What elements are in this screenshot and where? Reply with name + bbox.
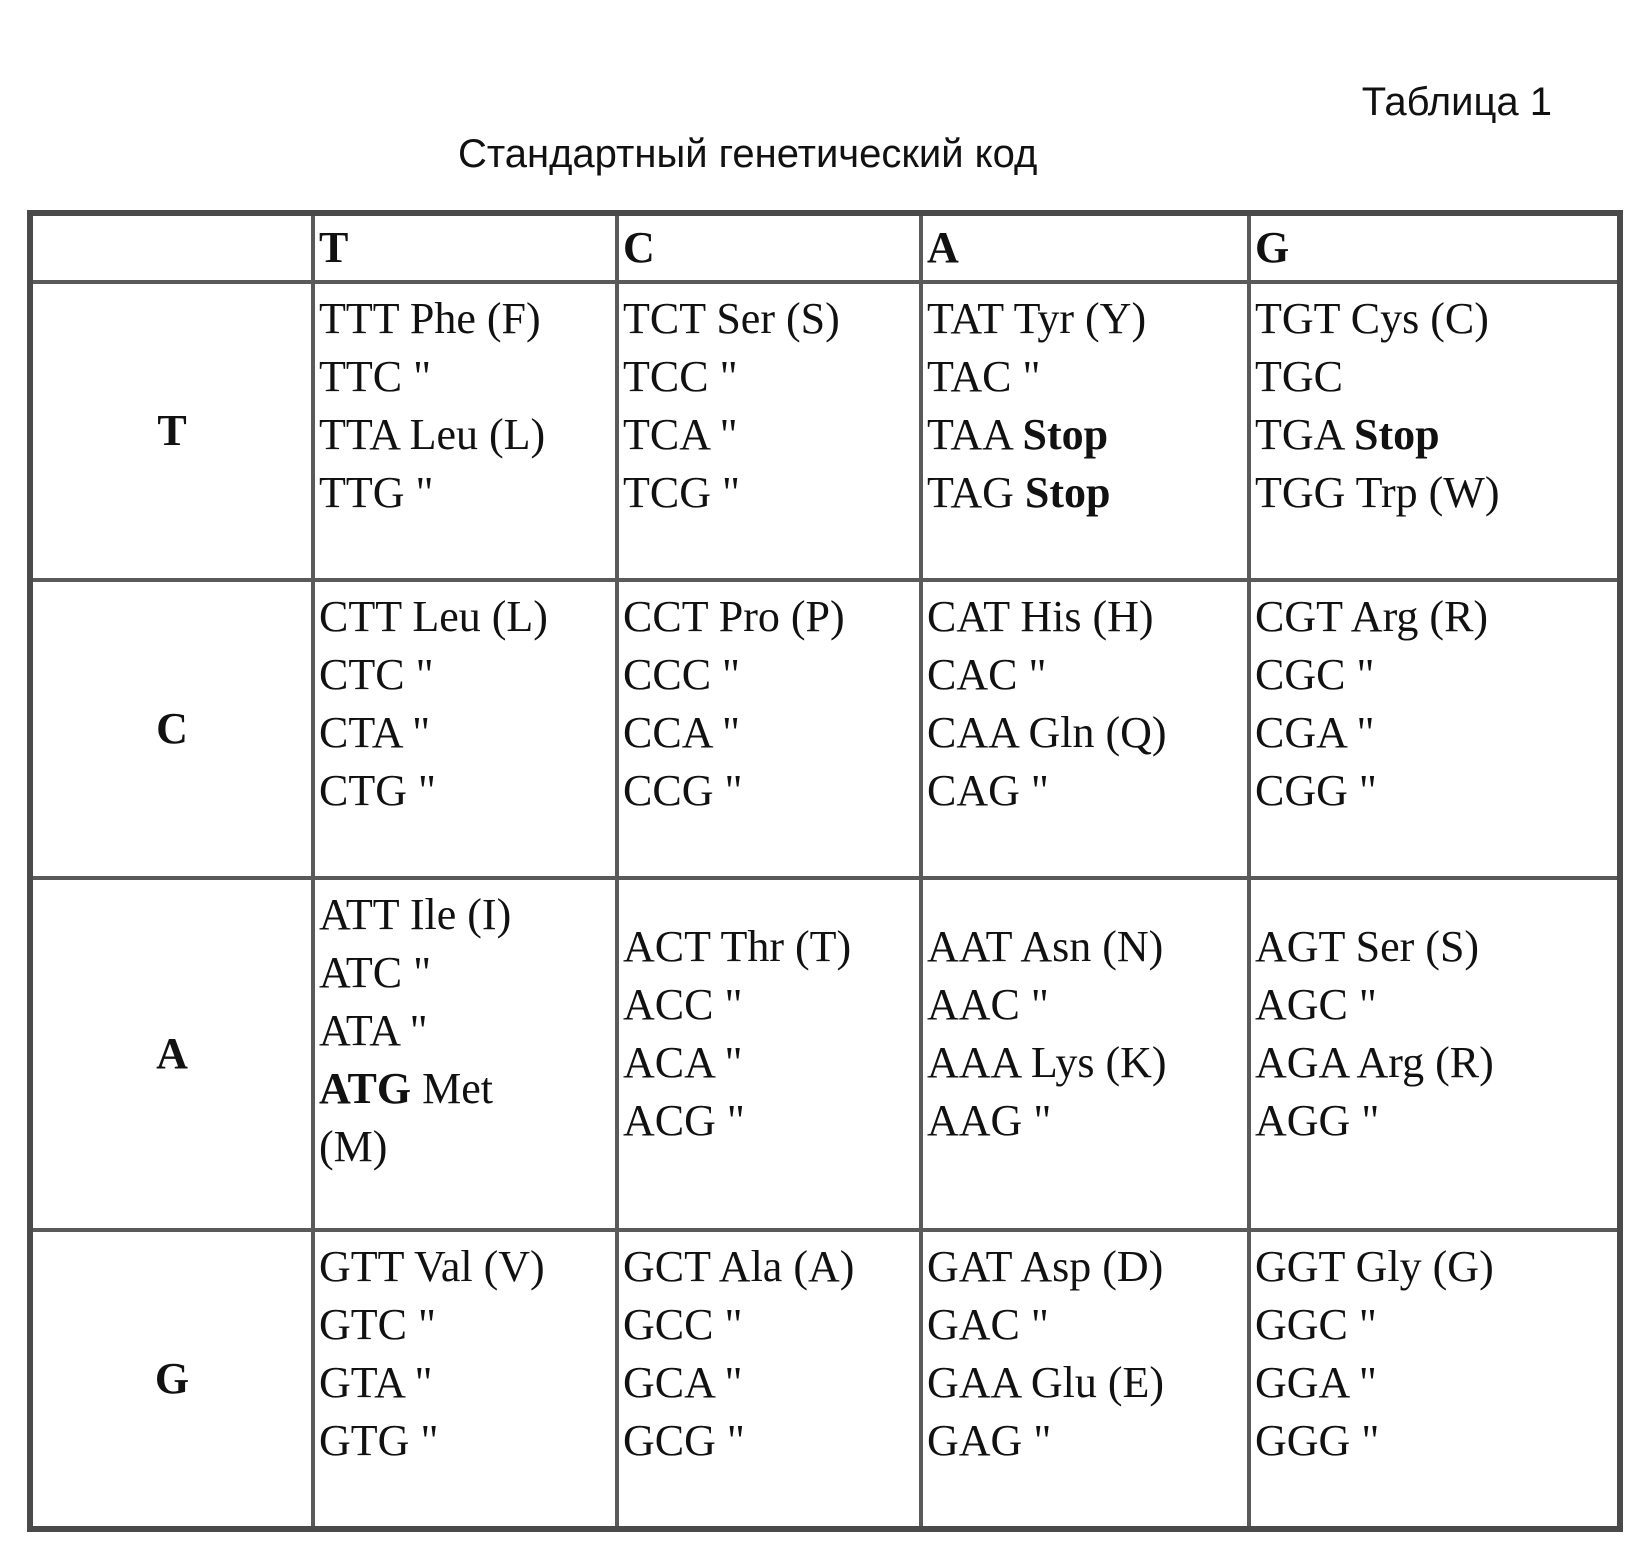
codon-TAG: TAG Stop [927, 468, 1111, 517]
cell-C-C [619, 582, 923, 880]
col-header-G: G [1251, 216, 1617, 284]
codon-CGC: CGC " [1255, 650, 1375, 699]
cell-G-C [619, 1232, 923, 1526]
codon-CGT: CGT Arg (R) [1255, 592, 1489, 641]
codon-AGT: AGT Ser (S) [1255, 922, 1480, 971]
codon-TAA: TAA Stop [927, 410, 1109, 459]
codon-ATC: ATC " [319, 948, 432, 997]
cell-A-C [619, 880, 923, 1232]
cell-C-A [923, 582, 1251, 880]
codon-GTT: GTT Val (V) [319, 1242, 545, 1291]
codon-GCA: GCA " [623, 1358, 743, 1407]
codon-CAT: CAT His (H) [927, 592, 1154, 641]
codon-GCT: GCT Ala (A) [623, 1242, 855, 1291]
codon-TAT: TAT Tyr (Y) [927, 294, 1147, 343]
codon-CGG: CGG " [1255, 766, 1377, 815]
codon-TAC: TAC " [927, 352, 1041, 401]
codon-CTG: CTG " [319, 766, 436, 815]
cell-T-G [1251, 284, 1617, 582]
codon-ACA: ACA " [623, 1038, 743, 1087]
cell-G-T [315, 1232, 619, 1526]
codon-GGG: GGG " [1255, 1416, 1380, 1465]
row-header-A: A [33, 880, 315, 1232]
codon-ATA: ATA " [319, 1006, 428, 1055]
stop-label: Stop [1024, 468, 1111, 517]
codon-CTC: CTC " [319, 650, 434, 699]
cell-T-A [923, 284, 1251, 582]
row-header-G: G [33, 1232, 315, 1526]
start-codon: ATG [319, 1064, 412, 1113]
codon-CAA: CAA Gln (Q) [927, 708, 1167, 757]
codon-CGA: CGA " [1255, 708, 1375, 757]
col-header-A: A [923, 216, 1251, 284]
codon-GGC: GGC " [1255, 1300, 1377, 1349]
row-header-T: T [33, 284, 315, 582]
cell-A-G [1251, 880, 1617, 1232]
codon-TCC: TCC " [623, 352, 738, 401]
codon-GTC: GTC " [319, 1300, 436, 1349]
col-header-T: T [315, 216, 619, 284]
stop-label: Stop [1354, 410, 1440, 459]
codon-ATG: ATG Met [319, 1064, 493, 1113]
codon-AAT: AAT Asn (N) [927, 922, 1164, 971]
cell-G-G [1251, 1232, 1617, 1526]
row-header-C: C [33, 582, 315, 880]
codon-CTT: CTT Leu (L) [319, 592, 548, 641]
codon-AAC: AAC " [927, 980, 1049, 1029]
codon-GTA: GTA " [319, 1358, 433, 1407]
codon-AAA: AAA Lys (K) [927, 1038, 1167, 1087]
codon-GAA: GAA Glu (E) [927, 1358, 1165, 1407]
codon-GAT: GAT Asp (D) [927, 1242, 1164, 1291]
codon-GTG: GTG " [319, 1416, 439, 1465]
codon-TGC: TGC [1255, 352, 1343, 401]
cell-T-C [619, 284, 923, 582]
codon-TTA: TTA Leu (L) [319, 410, 546, 459]
codon-ACT: ACT Thr (T) [623, 922, 852, 971]
codon-TCT: TCT Ser (S) [623, 294, 840, 343]
table-label: Таблица 1 [1361, 80, 1552, 124]
codon-CTA: CTA " [319, 708, 431, 757]
codon-CCC: CCC " [623, 650, 741, 699]
codon-CAC: CAC " [927, 650, 1047, 699]
codon-CCG: CCG " [623, 766, 743, 815]
cell-A-A [923, 880, 1251, 1232]
col-header-C: C [619, 216, 923, 284]
codon-TTG: TTG " [319, 468, 434, 517]
codon-TTT: TTT Phe (F) [319, 294, 541, 343]
codon-GAG: GAG " [927, 1416, 1052, 1465]
codon-TGT: TGT Cys (C) [1255, 294, 1489, 343]
codon-GGA: GGA " [1255, 1358, 1377, 1407]
codon-GCG: GCG " [623, 1416, 745, 1465]
codon-CAG: CAG " [927, 766, 1049, 815]
codon-ATG-cont: (M) [319, 1122, 388, 1171]
codon-CCT: CCT Pro (P) [623, 592, 845, 641]
codon-TGA: TGA Stop [1255, 410, 1440, 459]
cell-A-T [315, 880, 619, 1232]
codon-TTC: TTC " [319, 352, 432, 401]
codon-GGT: GGT Gly (G) [1255, 1242, 1494, 1291]
cell-C-T [315, 582, 619, 880]
codon-AGA: AGA Arg (R) [1255, 1038, 1494, 1087]
codon-TCA: TCA " [623, 410, 738, 459]
codon-TGG: TGG Trp (W) [1255, 468, 1500, 517]
codon-AGG: AGG " [1255, 1096, 1380, 1145]
corner-cell [33, 216, 315, 284]
stop-label: Stop [1022, 410, 1109, 459]
codon-AGC: AGC " [1255, 980, 1377, 1029]
codon-ACC: ACC " [623, 980, 743, 1029]
codon-AAG: AAG " [927, 1096, 1052, 1145]
cell-T-T [315, 284, 619, 582]
codon-ACG: ACG " [623, 1096, 745, 1145]
cell-C-G [1251, 582, 1617, 880]
codon-CCA: CCA " [623, 708, 741, 757]
codon-ATT: ATT Ile (I) [319, 890, 512, 939]
genetic-code-table [27, 210, 1623, 1532]
codon-GCC: GCC " [623, 1300, 743, 1349]
codon-TCG: TCG " [623, 468, 740, 517]
codon-GAC: GAC " [927, 1300, 1049, 1349]
cell-G-A [923, 1232, 1251, 1526]
table-title: Стандартный генетический код [458, 132, 1038, 176]
